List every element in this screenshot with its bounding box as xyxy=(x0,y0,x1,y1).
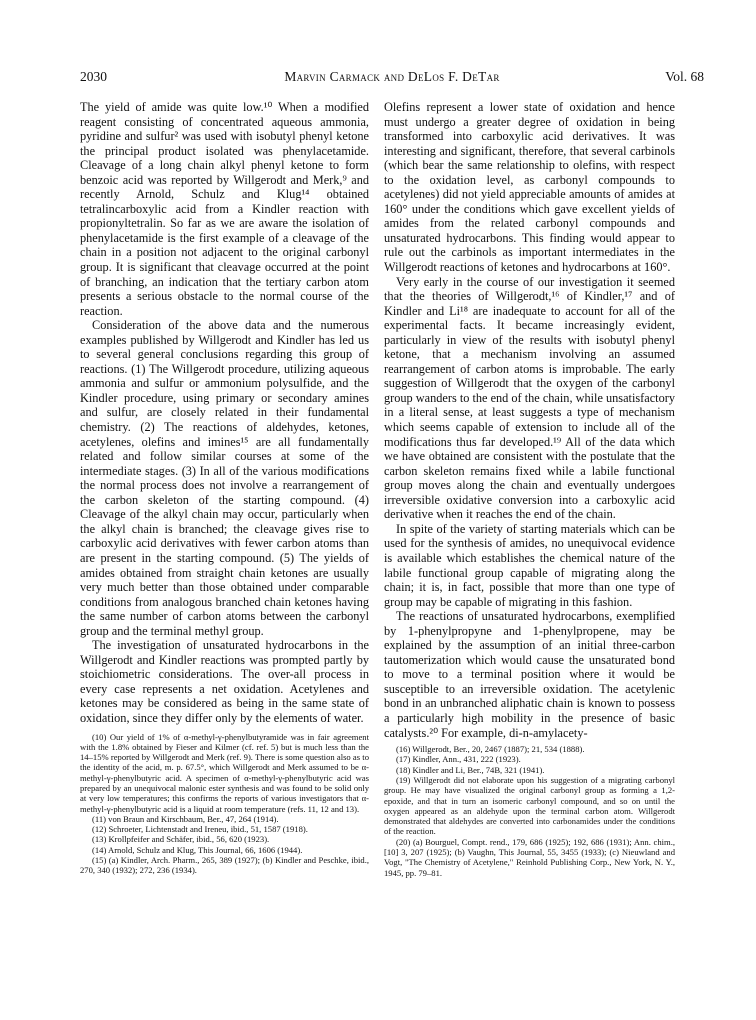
volume-label: Vol. 68 xyxy=(665,69,704,84)
footnote: (18) Kindler and Li, Ber., 74B, 321 (1941). xyxy=(396,764,545,775)
footnote: (20) (a) Bourguel, Compt. rend., 179, 686 (1925); 192, 686 (1931); Ann. chim., [10] 3, 207 (1925); (b) Vaughn, This Journal, 55, 3455 (1933); (c) Nieuwland and Vogt, "The Chemistry of Acetylene," Reinhold Publishing Corp., New York, N. Y., 1945, pp. 79–81. xyxy=(384,836,675,878)
footnote: (10) Our yield of 1% of α-methyl-γ-phenylbutyramide was in fair agreement with the 1.8% obtained by Fieser and Kilmer (cf. ref. 5) but is much less than the 14–15% reported by Willgerodt and Merk (ref. 9). There is some question also as to the identity of the acid, m. p. 67.5°, which Willgerodt and Merk assumed to be α-methyl-γ-phenylbutyric acid. A specimen of α-methyl-γ-phenylbutyric acid was prepared by an unequivocal malonic ester synthesis and was found to be solid only at very low temperatures; this confirms the reports of various investigators that α-methyl-γ-phenylbutyric acid is a liquid at room temperature (refs. 11, 12 and 13). xyxy=(80,731,369,814)
footnote: (11) von Braun and Kirschbaum, Ber., 47, 264 (1914). xyxy=(92,813,279,824)
paragraph: Consideration of the above data and the numerous examples published by Willgerodt and Kindler has led us to several general conclusions regarding this group of reactions. (1) The Willgerodt procedure, utilizing aqueous ammonia and sulfur or ammonium polysulfide, and the Kindler procedure, using primary or secondary amines and sulfur, are closely related in their fundamental chemistry. (2) The reactions of aldehydes, ketones, acetylenes, olefins and imines¹⁵ are all fundamentally related and follow similar courses at some of the intermediate stages. (3) In all of the various modifications the normal process does not involve a rearrangement of the carbon skeleton of the starting compound. (4) Cleavage of the alkyl chain may occur, particularly when the alkyl chain is branched; the cleavage gives rise to carboxylic acid derivatives with fewer carbon atoms than are present in the starting compound. (5) The yields of amides obtained from straight chain ketones are usually very much better than those obtained under comparable conditions from analogous branched chain ketones having the same number of carbon atoms between the carbonyl group and the terminal methyl group. xyxy=(80,318,369,638)
paragraph: In spite of the variety of starting materials which can be used for the synthesis of amides, no unequivocal evidence is available which establishes the chemical nature of the labile functional group capable of migrating along the chain; it is, in fact, possible that more than one type of group may be capable of migrating in this fashion. xyxy=(384,521,675,609)
paragraph: Olefins represent a lower state of oxidation and hence must undergo a greater degree of oxidation in being transformed into carboxylic acid derivatives. It was interesting and significant, therefore, that several carbinols (which bear the same relationship to olefins, with respect to the oxidation level, as carbonyl compounds to acetylenes) did not yield appreciable amounts of amides at 160° under the conditions which gave excellent yields of amides from the related carbonyl compounds and unsaturated hydrocarbons. This finding would appear to rule out the carbinols as important intermediates in the Willgerodt reactions of ketones and hydrocarbons at 160°. xyxy=(384,100,675,275)
footnote: (14) Arnold, Schulz and Klug, This Journal, 66, 1606 (1944). xyxy=(92,844,303,855)
footnote: (12) Schroeter, Lichtenstadt and Ireneu, ibid., 51, 1587 (1918). xyxy=(92,824,308,835)
paragraph: The yield of amide was quite low.¹⁰ When a modified reagent consisting of concentrated aqueous ammonia, pyridine and sulfur² was used with isobutyl phenyl ketone the principal product isolated was phenylacetamide. Cleavage of a long chain alkyl phenyl ketone to form benzoic acid was reported by Willgerodt and Merk,⁹ and recently Arnold, Schulz and Klug¹⁴ obtained tetralincarboxylic acid from a Kindler reaction with propionyltetralin. So far as we are aware the isolation of phenylacetamide is the first example of a cleavage of the chain in a position not adjacent to the original carbonyl group. It is significant that cleavage occurred at the point of branching, an indication that the tertiary carbon atom presents a serious obstacle to the normal course of the reaction. xyxy=(80,100,369,318)
footnotes xyxy=(384,744,675,878)
footnote: (16) Willgerodt, Ber., 20, 2467 (1887); 21, 534 (1888). xyxy=(396,744,585,755)
running-title: Marvin Carmack and DeLos F. DeTar xyxy=(284,69,500,84)
footnotes xyxy=(80,732,369,876)
footnote: (13) Krollpfeifer and Schäfer, ibid., 56, 620 (1923). xyxy=(92,834,270,845)
footnote: (17) Kindler, Ann., 431, 222 (1923). xyxy=(396,754,521,765)
footnote: (15) (a) Kindler, Arch. Pharm., 265, 389 (1927); (b) Kindler and Peschke, ibid., 270, 340 (1932); 272, 236 (1934). xyxy=(80,855,369,876)
running-header xyxy=(80,69,704,87)
left-column xyxy=(80,100,369,876)
paragraph: The reactions of unsaturated hydrocarbons, exemplified by 1-phenylpropyne and 1-phenylpropene, may be explained by the assumption of an initial three-carbon tautomerization which would cause the unsaturated bond to move to a terminal position where it would be susceptible to an irreversible oxidation. The acetylenic bond in an unbranched aliphatic chain is known to possess a particularly high mobility in the presence of basic catalysts.²⁰ For example, di-n-amylacety- xyxy=(384,609,675,740)
right-column xyxy=(384,100,675,878)
page-number: 2030 xyxy=(80,69,107,84)
paragraph: The investigation of unsaturated hydrocarbons in the Willgerodt and Kindler reactions was prompted partly by stoichiometric considerations. The over-all process in every case represents a net oxidation. Acetylenes and ketones may be considered as being in the same state of oxidation, since they differ only by the elements of water. xyxy=(80,638,369,725)
footnote: (19) Willgerodt did not elaborate upon his suggestion of a migrating carbonyl group. He may have visualized the original carbonyl group as forming a 1,2-epoxide, and that in turn an isomeric carbonyl compound, and so on until the oxygen appeared as an aldehyde upon the terminal carbon atom. Willgerodt demonstrated that aldehydes are converted into carbonamides under the conditions of the reaction. xyxy=(384,774,675,837)
paragraph: Very early in the course of our investigation it seemed that the theories of Willgerodt,¹⁶ of Kindler,¹⁷ and of Kindler and Li¹⁸ are inadequate to account for all of the experimental facts. It became increasingly evident, particularly in view of the results with isobutyl phenyl ketone, that a mechanism involving an assumed rearrangement of carbon atoms is improbable. The early suggestion of Willgerodt that the oxygen of the carbonyl group wanders to the end of the chain, while unsatisfactory in a literal sense, at least suggests a type of mechanism which seems capable of extension to include all of the modifications thus far developed.¹⁹ All of the data which we have obtained are consistent with the postulate that the carbon skeleton remains fixed while a labile functional group moves along the chain and eventually undergoes irreversible oxidative conversion into a carboxylic acid derivative when it reaches the end of the chain. xyxy=(384,274,675,522)
